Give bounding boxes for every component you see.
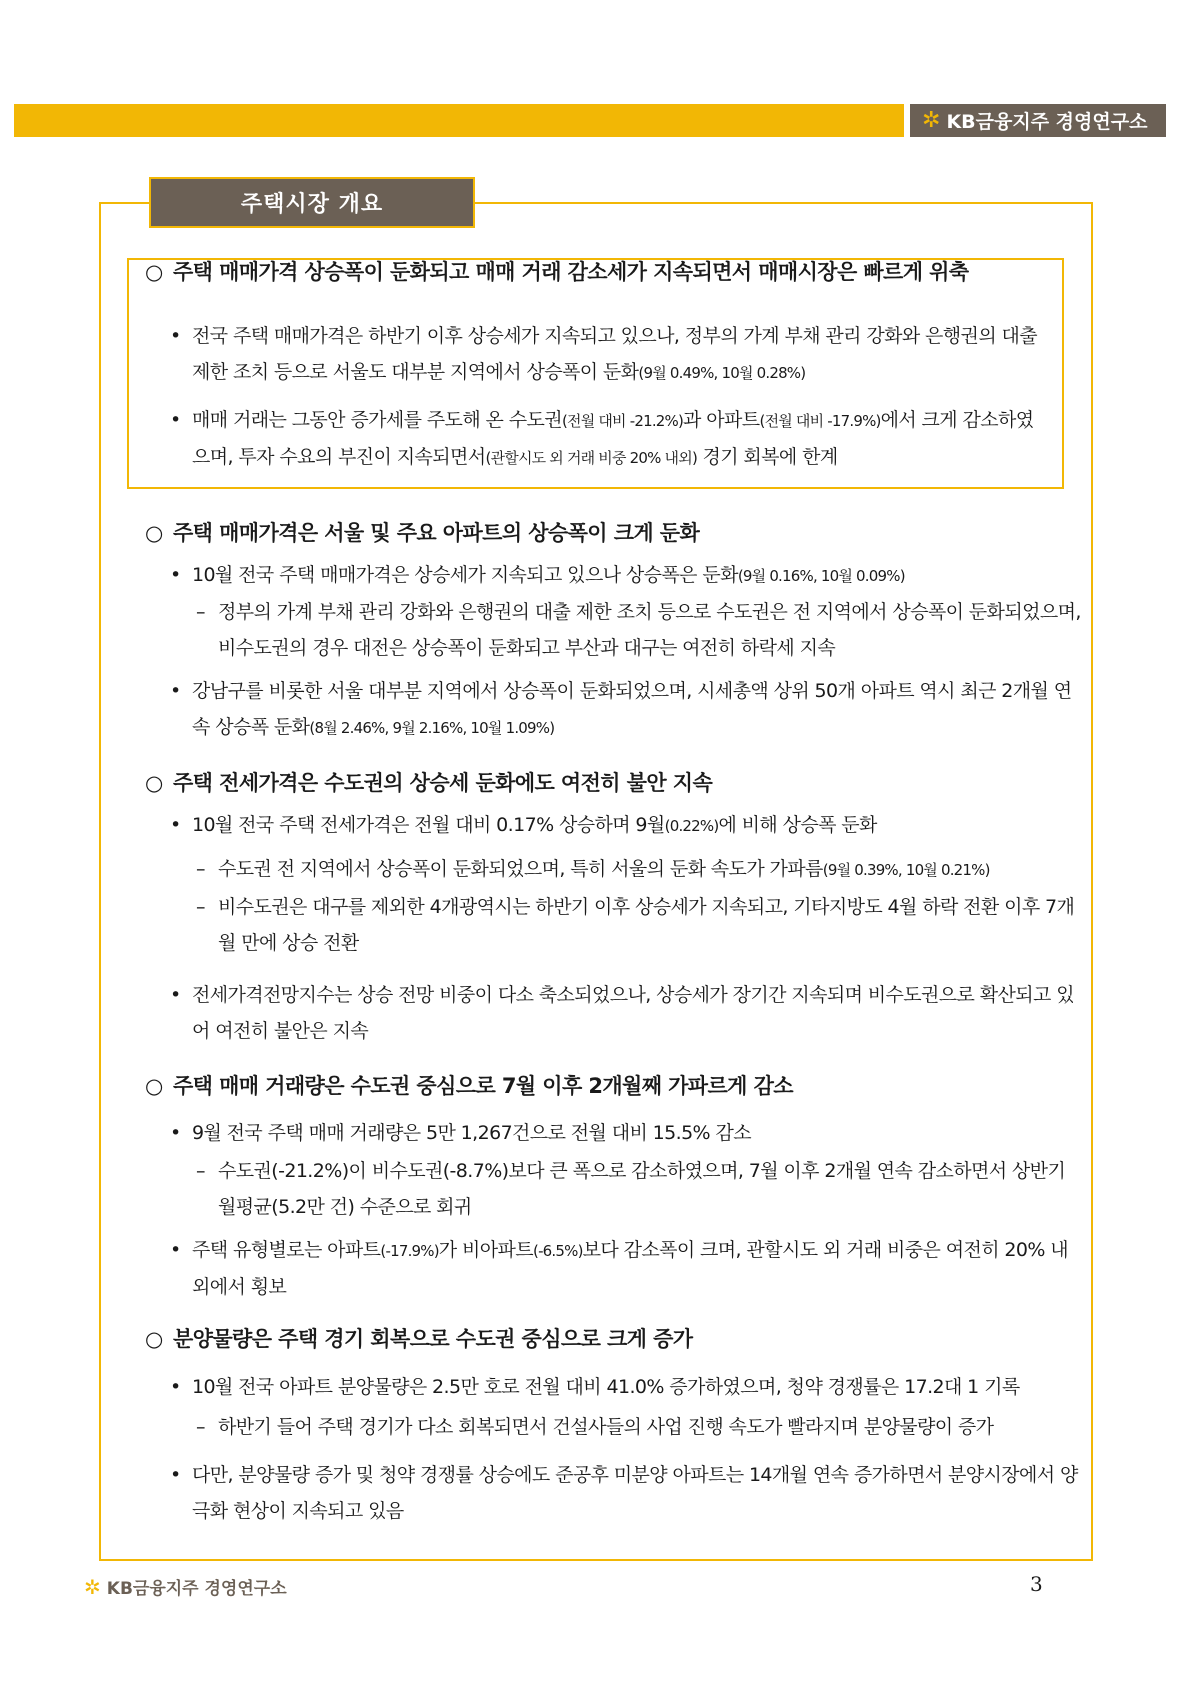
footer-brand-text: KB금융지주 경영연구소 [106, 1579, 287, 1599]
circle-bullet-icon: ○ [145, 1074, 163, 1098]
sec4-bullet-2: • 다만, 분양물량 증가 및 청약 경쟁률 상승에도 준공후 미분양 아파트는 14개월 연속 증가하면서 분양시장에서 양극화 현상이 지속되고 있음 [170, 1457, 1085, 1529]
header-accent-bar [14, 104, 904, 137]
sec3-bullet-1: • 9월 전국 주택 매매 거래량은 5만 1,267건으로 전월 대비 15.5% 감소 [170, 1115, 1085, 1151]
circle-bullet-icon: ○ [145, 771, 163, 795]
circle-bullet-icon: ○ [145, 521, 163, 545]
sec2-dash-1: – 수도권 전 지역에서 상승폭이 둔화되었으며, 특히 서울의 둔화 속도가 가파름(9월 0.39%, 10월 0.21%) [196, 851, 1086, 888]
bullet-icon: • [170, 564, 181, 586]
bullet-icon: • [170, 814, 181, 836]
sec4-heading: ○ 분양물량은 주택 경기 회복으로 수도권 중심으로 크게 증가 [145, 1327, 693, 1351]
dash-icon: – [196, 1160, 205, 1182]
sec2-bullet-1: • 10월 전국 주택 전세가격은 전월 대비 0.17% 상승하며 9월(0.22%)에 비해 상승폭 둔화 [170, 807, 1085, 844]
sec3-bullet-2: • 주택 유형별로는 아파트(-17.9%)가 비아파트(-6.5%)보다 감소폭이 크며, 관할시도 외 거래 비중은 여전히 20% 내외에서 횡보 [170, 1232, 1085, 1305]
dash-icon: – [196, 858, 205, 880]
summary-heading: ○ 주택 매매가격 상승폭이 둔화되고 매매 거래 감소세가 지속되면서 매매시장은 빠르게 위축 [145, 260, 969, 284]
circle-bullet-icon: ○ [145, 260, 163, 284]
bullet-icon: • [170, 1376, 181, 1398]
sec1-heading: ○ 주택 매매가격은 서울 및 주요 아파트의 상승폭이 크게 둔화 [145, 521, 700, 545]
kb-star-icon: ✲ [84, 1574, 101, 1599]
sec3-heading: ○ 주택 매매 거래량은 수도권 중심으로 7월 이후 2개월째 가파르게 감소 [145, 1074, 793, 1098]
section-title: 주택시장 개요 [149, 177, 475, 228]
sec1-bullet-1: • 10월 전국 주택 매매가격은 상승세가 지속되고 있으나 상승폭은 둔화(9월 0.16%, 10월 0.09%) [170, 557, 1085, 594]
sec2-bullet-2: • 전세가격전망지수는 상승 전망 비중이 다소 축소되었으나, 상승세가 장기간 지속되며 비수도권으로 확산되고 있어 여전히 불안은 지속 [170, 977, 1085, 1049]
dash-icon: – [196, 601, 205, 623]
sec2-heading: ○ 주택 전세가격은 수도권의 상승세 둔화에도 여전히 불안 지속 [145, 771, 713, 795]
bullet-icon: • [170, 1122, 181, 1144]
bullet-icon: • [170, 680, 181, 702]
header-brand-text: KB금융지주 경영연구소 [946, 111, 1148, 133]
footer-logo [84, 1574, 287, 1599]
sec1-dash-1: – 정부의 가계 부채 관리 강화와 은행권의 대출 제한 조치 등으로 수도권은 전 지역에서 상승폭이 둔화되었으며, 비수도권의 경우 대전은 상승폭이 둔화되고 부산과 대구는 여전히 하락세 지속 [196, 594, 1086, 666]
bullet-icon: • [170, 1464, 181, 1486]
dash-icon: – [196, 1416, 205, 1438]
bullet-icon: • [170, 325, 181, 347]
sec4-bullet-1: • 10월 전국 아파트 분양물량은 2.5만 호로 전월 대비 41.0% 증가하였으며, 청약 경쟁률은 17.2대 1 기록 [170, 1369, 1085, 1405]
bullet-icon: • [170, 1239, 181, 1261]
sec3-dash-1: – 수도권(-21.2%)이 비수도권(-8.7%)보다 큰 폭으로 감소하였으며, 7월 이후 2개월 연속 감소하면서 상반기 월평균(5.2만 건) 수준으로 회귀 [196, 1153, 1086, 1225]
sec4-dash-1: – 하반기 들어 주택 경기가 다소 회복되면서 건설사들의 사업 진행 속도가 빨라지며 분양물량이 증가 [196, 1409, 1086, 1445]
header-logo [910, 104, 1166, 137]
circle-bullet-icon: ○ [145, 1327, 163, 1351]
bullet-icon: • [170, 984, 181, 1006]
page-number: 3 [1030, 1572, 1043, 1596]
summary-bullet-1: • 전국 주택 매매가격은 하반기 이후 상승세가 지속되고 있으나, 정부의 가계 부채 관리 강화와 은행권의 대출 제한 조치 등으로 서울도 대부분 지역에서 상승폭이 둔화(9월 0.49%, 10월 0.28%) [170, 318, 1050, 391]
bullet-icon: • [170, 409, 181, 431]
sec1-bullet-2: • 강남구를 비롯한 서울 대부분 지역에서 상승폭이 둔화되었으며, 시세총액 상위 50개 아파트 역시 최근 2개월 연속 상승폭 둔화(8월 2.46%, 9월 2.16%, 10월 1.09%) [170, 673, 1085, 746]
kb-star-icon: ✲ [922, 108, 941, 133]
sec2-dash-2: – 비수도권은 대구를 제외한 4개광역시는 하반기 이후 상승세가 지속되고, 기타지방도 4월 하락 전환 이후 7개월 만에 상승 전환 [196, 889, 1086, 961]
summary-bullet-2: • 매매 거래는 그동안 증가세를 주도해 온 수도권(전월 대비 -21.2%)과 아파트(전월 대비 -17.9%)에서 크게 감소하였으며, 투자 수요의 부진이 지속되면서(관할시도 외 거래 비중 20% 내외) 경기 회복에 한계 [170, 402, 1050, 476]
dash-icon: – [196, 896, 205, 918]
